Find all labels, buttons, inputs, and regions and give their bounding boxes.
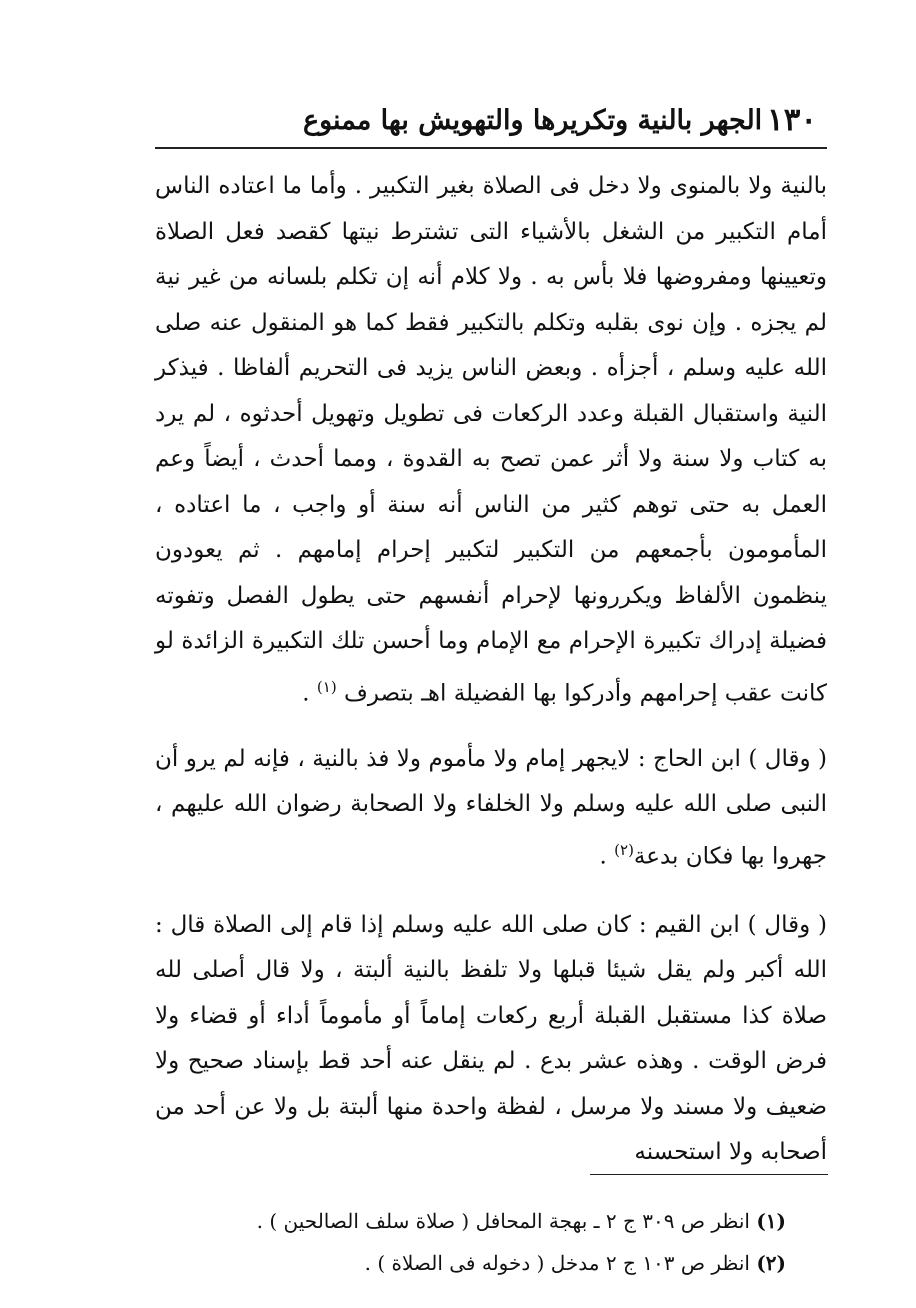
paragraph-end: .: [302, 680, 317, 707]
paragraph: [155, 737, 827, 880]
paragraph: [155, 903, 827, 1176]
paragraph: [155, 164, 827, 717]
main-text: [155, 164, 827, 1176]
footnote-divider: [590, 1174, 828, 1175]
paragraph-text: بالنية ولا بالمنوى ولا دخل فى الصلاة بغير التكبير . وأما ما اعتاده الناس أمام التكبير من الشغل بالأشياء التى تشترط نيتها كقصد فعل الصلاة وتعيينها ومفروضها فلا بأس به . ولا كلام أنه إن تكلم بلسانه من غير نية لم يجزه . وإن نوى بقلبه وتكلم بالتكبير فقط كما هو المنقول عنه صلى الله عليه وسلم ، أجزأه . وبعض الناس يزيد فى التحريم ألفاظا . فيذكر النية واستقبال القبلة وعدد الركعات فى تطويل وتهويل أحدثوه ، لم يرد به كتاب ولا سنة ولا أثر عمن تصح به القدوة ، ومما أحدث ، أيضاً وعم العمل به حتى توهم كثير من الناس أنه سنة أو واجب ، ما اعتاده ، المأمومون بأجمعهم من التكبير لتكبير إحرام إمامهم . ثم يعودون ينظمون الألفاظ ويكررونها لإحرام أنفسهم حتى يطول الفصل وتفوته فضيلة إدراك تكبيرة الإحرام مع الإمام وما أحسن تلك التكبيرة الزائدة لو كانت عقب إحرامهم وأدركوا بها الفضيلة اهـ بتصرف: [155, 173, 827, 707]
paragraph-text: ( وقال ) ابن القيم : كان صلى الله عليه وسلم إذا قام إلى الصلاة قال : الله أكبر ولم يقل شيئا قبلها ولا تلفظ بالنية ألبتة ، ولا قال أصلى لله صلاة كذا مستقبل القبلة أربع ركعات إماماً أو مأموماً أداء أو قضاء ولا فرض الوقت . وهذه عشر بدع . لم ينقل عنه أحد قط بإسناد صحيح ولا ضعيف ولا مسند ولا مرسل ، لفظة واحدة منها ألبتة بل ولا عن أحد من أصحابه ولا استحسنه: [155, 911, 827, 1166]
footnote-number: (٢): [756, 1251, 786, 1275]
page-number: ١٣٠: [767, 102, 817, 138]
paragraph-end: .: [599, 843, 615, 870]
footnotes: [146, 1200, 786, 1284]
running-title: الجهر بالنية وتكريرها والتهويش بها ممنوع: [303, 104, 763, 136]
header-divider: [155, 147, 827, 149]
footnote: [146, 1242, 786, 1284]
footnote: [146, 1200, 786, 1242]
paragraph-text: ( وقال ) ابن الحاج : لايجهر إمام ولا مأموم ولا فذ بالنية ، فإنه لم يرو أن النبى صلى الله عليه وسلم ولا الخلفاء ولا الصحابة رضوان الله عليهم ، جهروا بها فكان بدعة: [155, 745, 827, 870]
footnote-number: (١): [756, 1209, 786, 1233]
footnote-reference: (٢): [614, 840, 634, 859]
page-header: [155, 98, 827, 142]
footnote-reference: (١): [316, 677, 337, 696]
footnote-text: انظر ص ١٠٣ ج ٢ مدخل ( دخوله فى الصلاة ) .: [364, 1251, 750, 1275]
footnote-text: انظر ص ٣٠٩ ج ٢ ـ بهجة المحافل ( صلاة سلف الصالحين ) .: [256, 1209, 750, 1233]
